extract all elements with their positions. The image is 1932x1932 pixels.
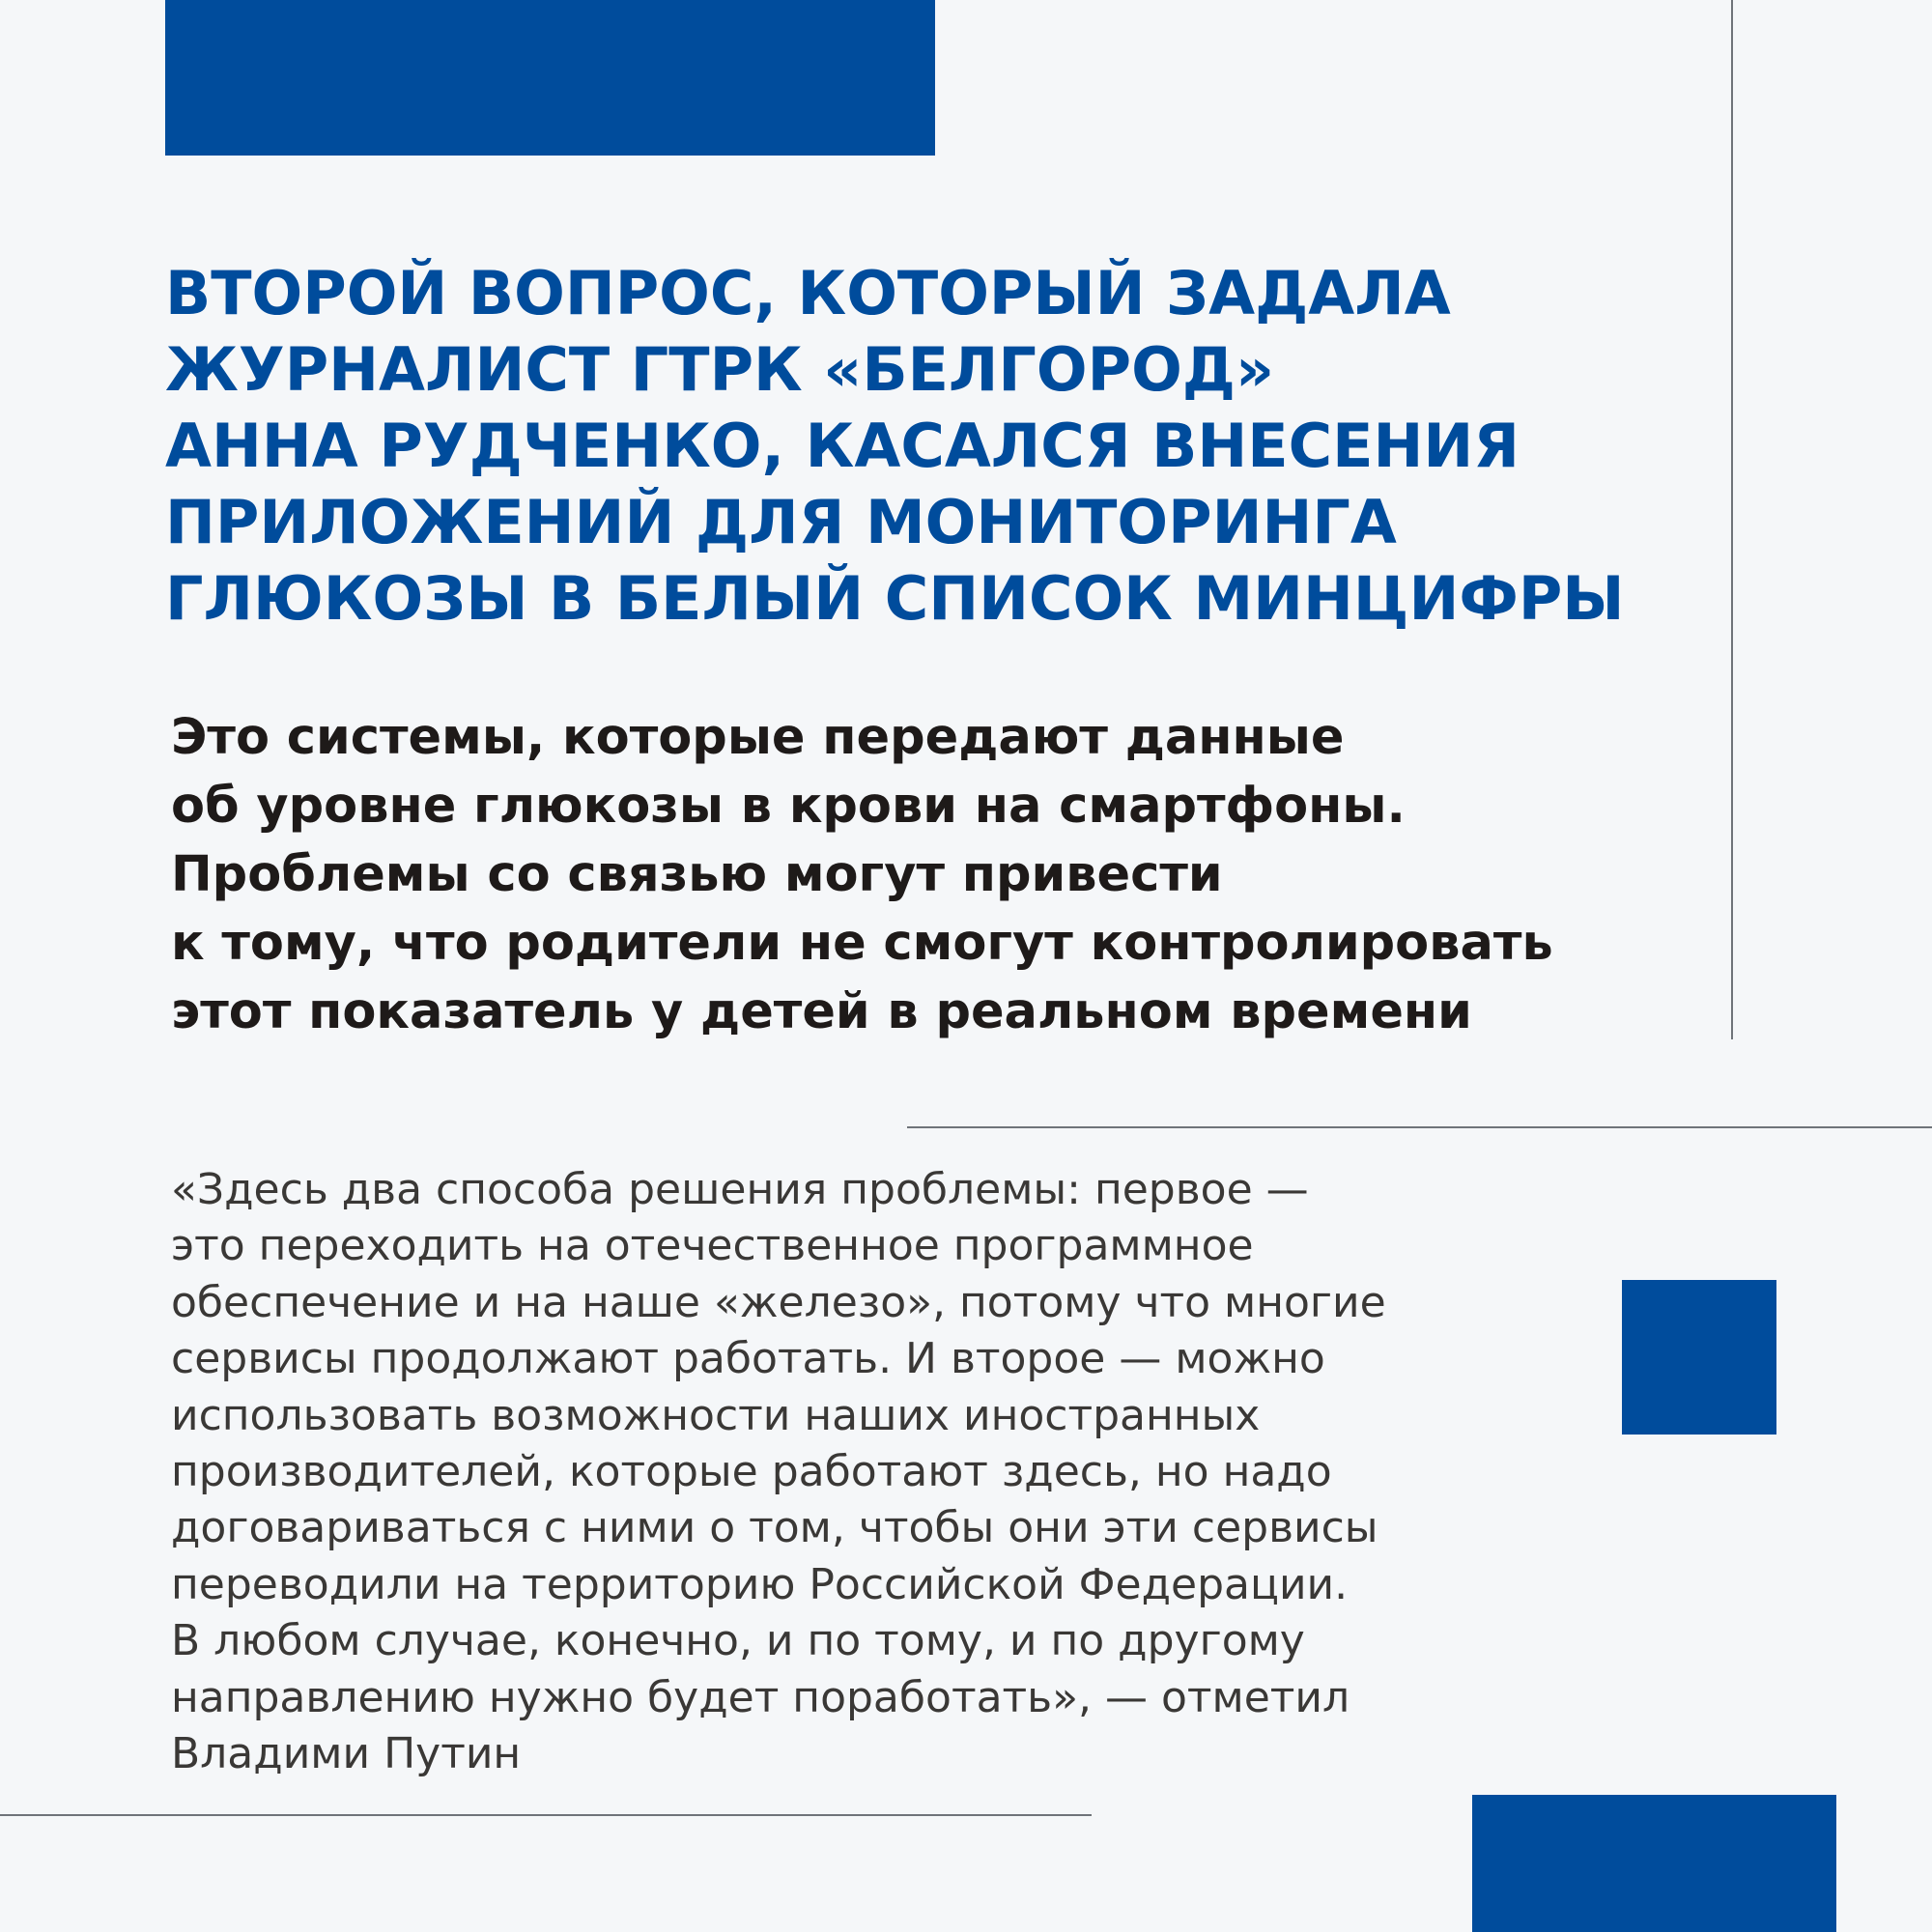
- lead-line: Это системы, которые передают данные: [171, 709, 1345, 766]
- lead-line: об уровне глюкозы в крови на смартфоны.: [171, 778, 1406, 835]
- headline-line: ВТОРОЙ ВОПРОС, КОТОРЫЙ ЗАДАЛА: [165, 258, 1451, 328]
- quote-line: сервисы продолжают работать. И второе — можно: [171, 1334, 1325, 1384]
- headline-line: АННА РУДЧЕНКО, КАСАЛСЯ ВНЕСЕНИЯ: [165, 411, 1520, 481]
- quote-line: направлению нужно будет поработать», — отметил: [171, 1672, 1350, 1722]
- quote-line: использовать возможности наших иностранных: [171, 1390, 1261, 1440]
- quote-paragraph: [171, 1162, 1581, 1782]
- headline-line: ГЛЮКОЗЫ В БЕЛЫЙ СПИСОК МИНЦИФРЫ: [165, 563, 1625, 634]
- lead-paragraph: [171, 703, 1717, 1046]
- headline: [165, 255, 1749, 637]
- quote-line: В любом случае, конечно, и по тому, и по другому: [171, 1616, 1305, 1666]
- lead-line: этот показатель у детей в реальном времени: [171, 983, 1472, 1040]
- quote-line: переводили на территорию Российской Федерации.: [171, 1559, 1349, 1609]
- decorative-block-middle: [1622, 1280, 1776, 1435]
- quote-line: договариваться с ними о том, чтобы они эти сервисы: [171, 1503, 1378, 1553]
- headline-line: ЖУРНАЛИСТ ГТРК «БЕЛГОРОД»: [165, 334, 1275, 405]
- quote-line: производителей, которые работают здесь, но надо: [171, 1447, 1332, 1497]
- horizontal-divider-bottom: [0, 1814, 1092, 1816]
- quote-line: «Здесь два способа решения проблемы: первое —: [171, 1165, 1309, 1214]
- quote-line: Владими Путин: [171, 1729, 522, 1779]
- horizontal-divider-top: [907, 1126, 1932, 1128]
- lead-line: к тому, что родители не смогут контролировать: [171, 915, 1553, 972]
- quote-line: это переходить на отечественное программное: [171, 1221, 1254, 1271]
- quote-line: обеспечение и на наше «железо», потому что многие: [171, 1277, 1386, 1327]
- decorative-block-bottom: [1472, 1795, 1836, 1932]
- headline-line: ПРИЛОЖЕНИЙ ДЛЯ МОНИТОРИНГА: [165, 487, 1397, 557]
- lead-line: Проблемы со связью могут привести: [171, 846, 1223, 903]
- decorative-block-top: [165, 0, 935, 156]
